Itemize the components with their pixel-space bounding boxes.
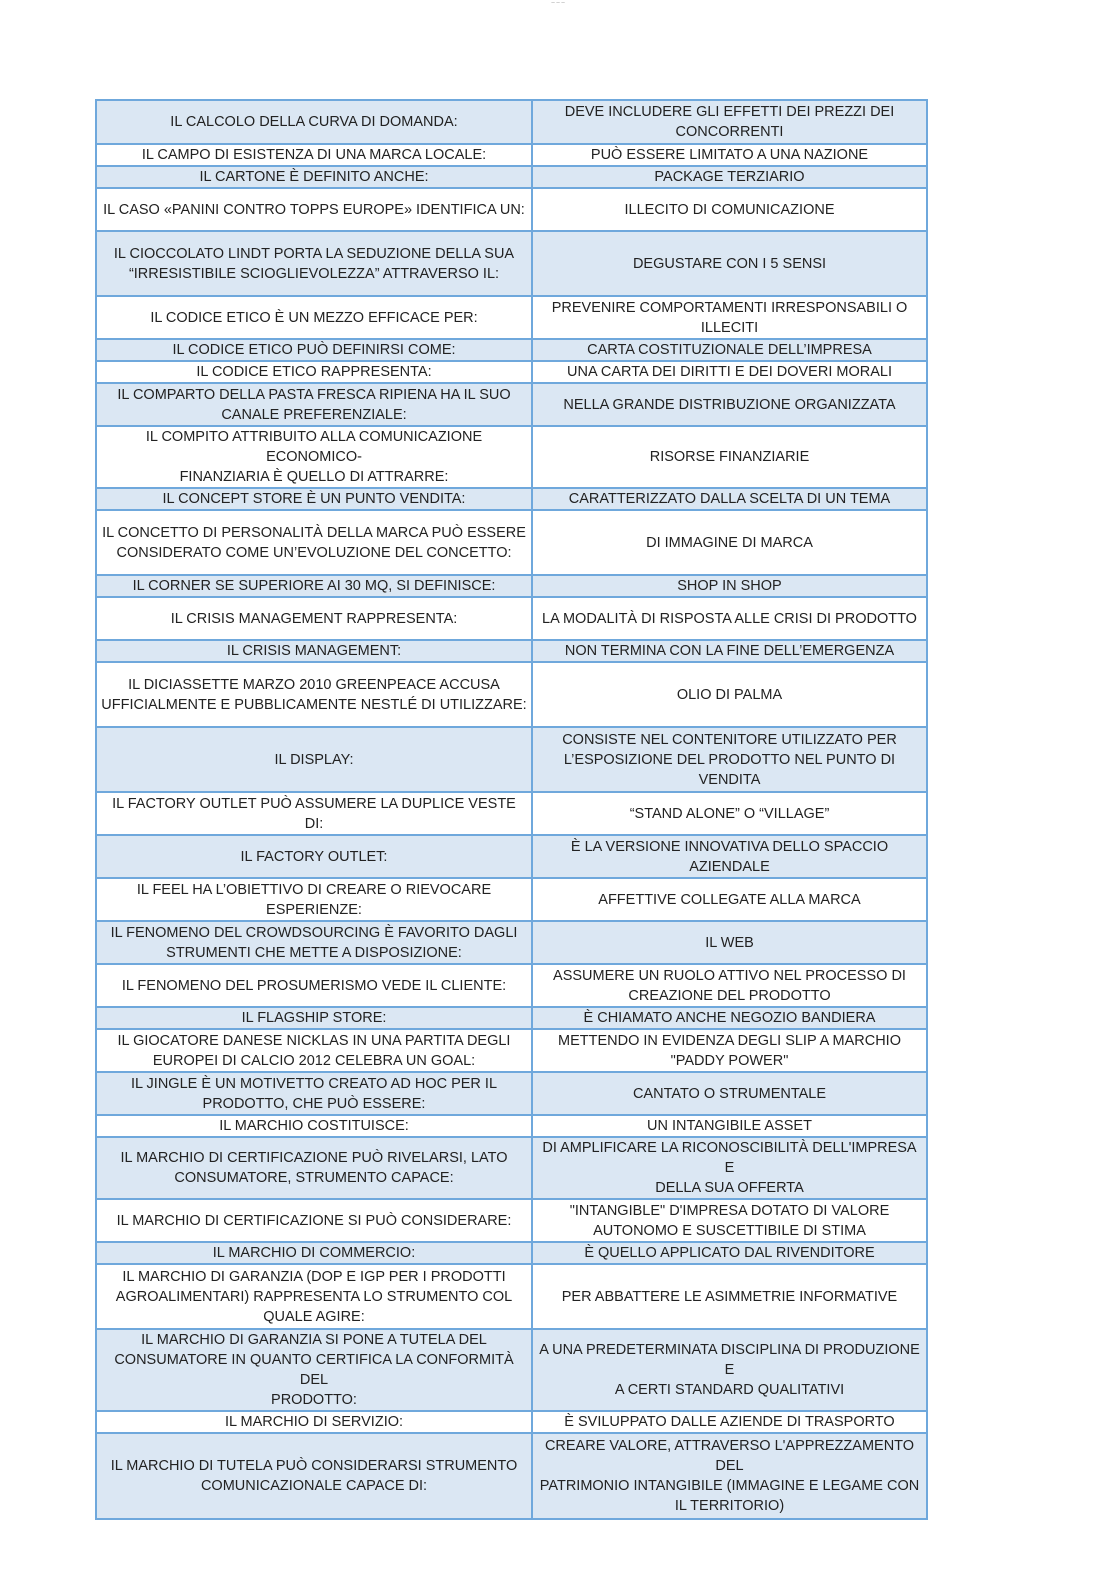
question-cell: IL CORNER SE SUPERIORE AI 30 MQ, SI DEFINISCE: (96, 575, 532, 597)
question-cell: IL GIOCATORE DANESE NICKLAS IN UNA PARTITA DEGLI EUROPEI DI CALCIO 2012 CELEBRA UN GOAL: (96, 1029, 532, 1072)
answer-cell: IL WEB (532, 921, 927, 964)
table-row (96, 1433, 927, 1519)
table-row (96, 426, 927, 488)
table-row (96, 1264, 927, 1329)
answer-cell: CARATTERIZZATO DALLA SCELTA DI UN TEMA (532, 488, 927, 510)
question-cell: IL CRISIS MANAGEMENT: (96, 640, 532, 662)
answer-cell: A UNA PREDETERMINATA DISCIPLINA DI PRODUZIONE E A CERTI STANDARD QUALITATIVI (532, 1329, 927, 1411)
question-cell: IL CODICE ETICO RAPPRESENTA: (96, 361, 532, 383)
table-row (96, 1242, 927, 1264)
question-cell: IL DISPLAY: (96, 727, 532, 792)
question-cell: IL CRISIS MANAGEMENT RAPPRESENTA: (96, 597, 532, 640)
answer-cell: AFFETTIVE COLLEGATE ALLA MARCA (532, 878, 927, 921)
table-row (96, 510, 927, 575)
table-row (96, 361, 927, 383)
question-cell: IL MARCHIO DI COMMERCIO: (96, 1242, 532, 1264)
answer-cell: NELLA GRANDE DISTRIBUZIONE ORGANIZZATA (532, 383, 927, 426)
question-cell: IL DICIASSETTE MARZO 2010 GREENPEACE ACCUSA UFFICIALMENTE E PUBBLICAMENTE NESTLÉ DI UTILIZZARE: (96, 662, 532, 727)
answer-cell: OLIO DI PALMA (532, 662, 927, 727)
question-cell: IL FACTORY OUTLET PUÒ ASSUMERE LA DUPLICE VESTE DI: (96, 792, 532, 835)
question-cell: IL CONCEPT STORE È UN PUNTO VENDITA: (96, 488, 532, 510)
question-cell: IL MARCHIO COSTITUISCE: (96, 1115, 532, 1137)
table-row (96, 1072, 927, 1115)
table-row (96, 166, 927, 188)
question-cell: IL MARCHIO DI TUTELA PUÒ CONSIDERARSI STRUMENTO COMUNICAZIONALE CAPACE DI: (96, 1433, 532, 1519)
question-cell: IL CALCOLO DELLA CURVA DI DOMANDA: (96, 100, 532, 144)
question-cell: IL CARTONE È DEFINITO ANCHE: (96, 166, 532, 188)
answer-cell: UNA CARTA DEI DIRITTI E DEI DOVERI MORALI (532, 361, 927, 383)
answer-cell: LA MODALITÀ DI RISPOSTA ALLE CRISI DI PRODOTTO (532, 597, 927, 640)
table-row (96, 296, 927, 339)
answer-cell: È CHIAMATO ANCHE NEGOZIO BANDIERA (532, 1007, 927, 1029)
question-cell: IL FLAGSHIP STORE: (96, 1007, 532, 1029)
question-cell: IL MARCHIO DI SERVIZIO: (96, 1411, 532, 1433)
page-header-mark: – – – (551, 0, 565, 6)
question-cell: IL JINGLE È UN MOTIVETTO CREATO AD HOC PER IL PRODOTTO, CHE PUÒ ESSERE: (96, 1072, 532, 1115)
question-cell: IL FENOMENO DEL PROSUMERISMO VEDE IL CLIENTE: (96, 964, 532, 1007)
question-cell: IL MARCHIO DI CERTIFICAZIONE SI PUÒ CONSIDERARE: (96, 1199, 532, 1242)
table-row (96, 575, 927, 597)
table-row (96, 339, 927, 361)
table-row (96, 1029, 927, 1072)
table-row (96, 188, 927, 231)
answer-cell: È QUELLO APPLICATO DAL RIVENDITORE (532, 1242, 927, 1264)
answer-cell: NON TERMINA CON LA FINE DELL’EMERGENZA (532, 640, 927, 662)
table-row (96, 964, 927, 1007)
answer-cell: PER ABBATTERE LE ASIMMETRIE INFORMATIVE (532, 1264, 927, 1329)
table-row (96, 597, 927, 640)
question-cell: IL CAMPO DI ESISTENZA DI UNA MARCA LOCALE: (96, 144, 532, 166)
question-cell: IL CASO «PANINI CONTRO TOPPS EUROPE» IDENTIFICA UN: (96, 188, 532, 231)
answer-cell: ILLECITO DI COMUNICAZIONE (532, 188, 927, 231)
question-cell: IL FENOMENO DEL CROWDSOURCING È FAVORITO DAGLI STRUMENTI CHE METTE A DISPOSIZIONE: (96, 921, 532, 964)
table-row (96, 921, 927, 964)
question-cell: IL COMPITO ATTRIBUITO ALLA COMUNICAZIONE ECONOMICO- FINANZIARIA È QUELLO DI ATTRARRE: (96, 426, 532, 488)
table-row (96, 792, 927, 835)
question-cell: IL CODICE ETICO PUÒ DEFINIRSI COME: (96, 339, 532, 361)
answer-cell: "INTANGIBLE" D'IMPRESA DOTATO DI VALORE AUTONOMO E SUSCETTIBILE DI STIMA (532, 1199, 927, 1242)
question-cell: IL FACTORY OUTLET: (96, 835, 532, 878)
answer-cell: PREVENIRE COMPORTAMENTI IRRESPONSABILI O ILLECITI (532, 296, 927, 339)
question-cell: IL CONCETTO DI PERSONALITÀ DELLA MARCA PUÒ ESSERE CONSIDERATO COME UN’EVOLUZIONE DEL CONCETTO: (96, 510, 532, 575)
table-row (96, 1411, 927, 1433)
answer-cell: È SVILUPPATO DALLE AZIENDE DI TRASPORTO (532, 1411, 927, 1433)
answer-cell: CARTA COSTITUZIONALE DELL’IMPRESA (532, 339, 927, 361)
table-row (96, 640, 927, 662)
answer-cell: È LA VERSIONE INNOVATIVA DELLO SPACCIO AZIENDALE (532, 835, 927, 878)
table-row (96, 662, 927, 727)
answer-cell: METTENDO IN EVIDENZA DEGLI SLIP A MARCHIO "PADDY POWER" (532, 1029, 927, 1072)
table-row (96, 878, 927, 921)
answer-cell: PUÒ ESSERE LIMITATO A UNA NAZIONE (532, 144, 927, 166)
answer-cell: “STAND ALONE” O “VILLAGE” (532, 792, 927, 835)
table-row (96, 1199, 927, 1242)
answer-cell: DI IMMAGINE DI MARCA (532, 510, 927, 575)
table-row (96, 383, 927, 426)
question-cell: IL MARCHIO DI GARANZIA (DOP E IGP PER I PRODOTTI AGROALIMENTARI) RAPPRESENTA LO STRUMENTO COL QUALE AGIRE: (96, 1264, 532, 1329)
table-row (96, 231, 927, 296)
table-row (96, 1115, 927, 1137)
table-row (96, 1137, 927, 1199)
qa-table-body (96, 100, 927, 1519)
table-row (96, 727, 927, 792)
answer-cell: UN INTANGIBILE ASSET (532, 1115, 927, 1137)
question-cell: IL CODICE ETICO È UN MEZZO EFFICACE PER: (96, 296, 532, 339)
answer-cell: CONSISTE NEL CONTENITORE UTILIZZATO PER L’ESPOSIZIONE DEL PRODOTTO NEL PUNTO DI VENDITA (532, 727, 927, 792)
answer-cell: DI AMPLIFICARE LA RICONOSCIBILITÀ DELL'IMPRESA E DELLA SUA OFFERTA (532, 1137, 927, 1199)
answer-cell: SHOP IN SHOP (532, 575, 927, 597)
question-cell: IL FEEL HA L’OBIETTIVO DI CREARE O RIEVOCARE ESPERIENZE: (96, 878, 532, 921)
answer-cell: DEGUSTARE CON I 5 SENSI (532, 231, 927, 296)
answer-cell: DEVE INCLUDERE GLI EFFETTI DEI PREZZI DEI CONCORRENTI (532, 100, 927, 144)
table-row (96, 144, 927, 166)
table-row (96, 488, 927, 510)
qa-table (95, 99, 928, 1520)
answer-cell: CANTATO O STRUMENTALE (532, 1072, 927, 1115)
question-cell: IL CIOCCOLATO LINDT PORTA LA SEDUZIONE DELLA SUA “IRRESISTIBILE SCIOGLIEVOLEZZA” ATTRAVERSO IL: (96, 231, 532, 296)
answer-cell: RISORSE FINANZIARIE (532, 426, 927, 488)
question-cell: IL MARCHIO DI GARANZIA SI PONE A TUTELA DEL CONSUMATORE IN QUANTO CERTIFICA LA CONFORMITÀ DEL PRODOTTO: (96, 1329, 532, 1411)
question-cell: IL MARCHIO DI CERTIFICAZIONE PUÒ RIVELARSI, LATO CONSUMATORE, STRUMENTO CAPACE: (96, 1137, 532, 1199)
table-row (96, 1007, 927, 1029)
answer-cell: ASSUMERE UN RUOLO ATTIVO NEL PROCESSO DI CREAZIONE DEL PRODOTTO (532, 964, 927, 1007)
answer-cell: PACKAGE TERZIARIO (532, 166, 927, 188)
question-cell: IL COMPARTO DELLA PASTA FRESCA RIPIENA HA IL SUO CANALE PREFERENZIALE: (96, 383, 532, 426)
answer-cell: CREARE VALORE, ATTRAVERSO L'APPREZZAMENTO DEL PATRIMONIO INTANGIBILE (IMMAGINE E LEGAME CON IL TERRITORIO) (532, 1433, 927, 1519)
table-row (96, 835, 927, 878)
table-row (96, 1329, 927, 1411)
table-row (96, 100, 927, 144)
